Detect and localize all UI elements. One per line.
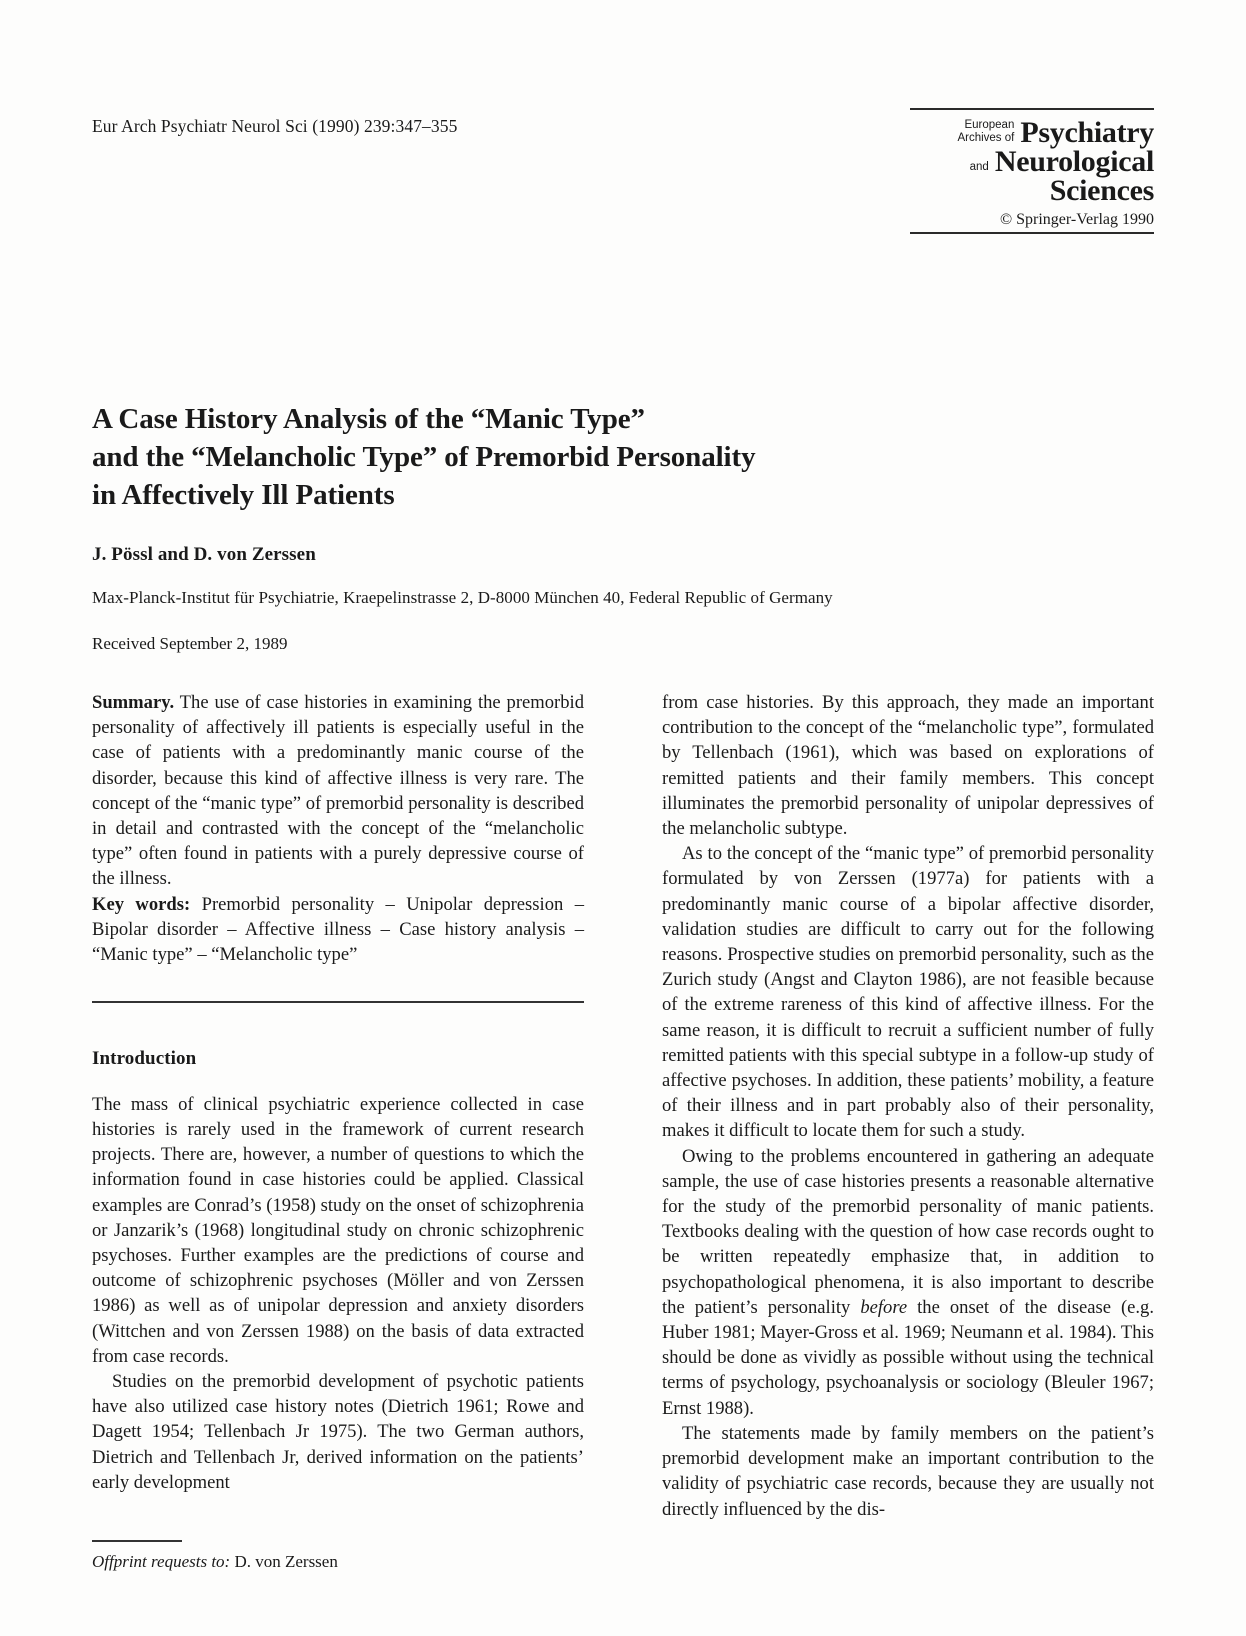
right-paragraph-3-emphasis: before [860,1296,908,1318]
masthead-row-neurological [910,146,1154,177]
title-line-1: A Case History Analysis of the “Manic Type” [92,403,645,435]
summary-paragraph [92,690,584,892]
masthead-sciences-label: Sciences [1049,174,1154,207]
footnote-label: Offprint requests to: [92,1551,231,1571]
keywords-label: Key words: [92,893,191,915]
title-line-2: and the “Melancholic Type” of Premorbid Personality [92,441,756,473]
right-paragraph-3-part-a: Owing to the problems encountered in gathering an adequate sample, the use of case histories presents a reasonable alternative for the study of the premorbid personality of manic patients. Textbooks dealing with the question of how case records ought to be written repeatedly emphasize that, in addition to psychopathological phenomena, it is also important to describe the patient’s personality [662,1145,1154,1318]
page-title [92,400,1152,514]
keywords-text: Premorbid personality – Unipolar depression – Bipolar disorder – Affective illness – Case history analysis – “Manic type” – “Melancholic type” [92,893,584,966]
right-paragraph-3-part-b: the onset of the disease (e.g. Huber 1981; Mayer-Gross et al. 1969; Neumann et al. 1984). This should be done as vividly as possible without using the technical terms of psychology, psychoanalysis or sociology (Bleuler 1967; Ernst 1988). [662,1296,1155,1419]
masthead-row-psychiatry [910,117,1154,148]
footnote-content [92,1551,584,1573]
author-list: J. Pössl and D. von Zerssen [92,544,316,565]
left-column [92,690,584,1570]
introduction-body [92,1092,584,1495]
masthead-row-sciences [910,175,1154,206]
right-paragraph-2: As to the concept of the “manic type” of premorbid personality formulated by von Zerssen (1977a) for patients with a predominantly manic course of a bipolar affective disorder, validation studies are difficult to carry out for the following reasons. Prospective studies on premorbid personality, such as the Zurich study (Angst and Clayton 1986), are not feasible because of the extreme rareness of this kind of affective illness. For the same reason, it is difficult to recruit a sufficient number of fully remitted patients with this special subtype in a follow-up study of affective psychoses. In addition, these patients’ mobility, a feature of their illness and in part probably also of their personality, makes it difficult to locate them for such a study. [662,843,1154,1142]
right-column [662,690,1154,1570]
footnote-value: D. von Zerssen [230,1551,338,1571]
journal-citation-line: Eur Arch Psychiatr Neurol Sci (1990) 239:347–355 [92,116,458,136]
keywords-paragraph [92,892,584,968]
offprint-footnote [92,1540,584,1573]
section-heading-introduction: Introduction [92,1047,197,1069]
masthead-copyright: © Springer-Verlag 1990 [999,211,1154,228]
body-columns [92,690,1154,1570]
footnote-divider [92,1540,182,1542]
intro-paragraph-1: The mass of clinical psychiatric experience collected in case histories is rarely used in the framework of current research projects. There are, however, a number of questions to which the information found in case histories could be applied. Classical examples are Conrad’s (1958) study on the onset of schizophrenia or Janzarik’s (1968) longitudinal study on chronic schizophrenic psychoses. Further examples are the predictions of course and outcome of schizophrenic psychoses (Möller and von Zerssen 1986) as well as of unipolar depression and anxiety disorders (Wittchen and von Zerssen 1988) on the basis of data extracted from case records. [92,1093,584,1367]
masthead-european-label: European [964,119,1015,131]
masthead-european-archives-of [957,119,1014,148]
received-date: Received September 2, 1989 [92,634,288,653]
masthead-psychiatry-label: Psychiatry [1020,116,1154,149]
masthead-neurological-label: Neurological [994,145,1154,178]
masthead-archives-of-label: Archives of [957,131,1015,144]
abstract-divider [92,1001,584,1003]
summary-label: Summary. [92,692,175,713]
right-paragraph-1: from case histories. By this approach, they made an important contribution to the concept of the “melancholic type”, formulated by Tellenbach (1961), which was based on explorations of remitted patients and their family members. This concept illuminates the premorbid personality of unipolar depressives of the melancholic subtype. [662,692,1154,840]
page-header [92,108,1154,248]
masthead-rule-bottom [910,232,1154,234]
title-block [92,400,1152,654]
affiliation-line: Max-Planck-Institut für Psychiatrie, Kraepelinstrasse 2, D-8000 München 40, Federal Republic of Germany [92,588,833,607]
summary-text: The use of case histories in examining the premorbid personality of affectively ill patients is especially useful in the case of patients with a predominantly manic course of the disorder, because this kind of affective illness is very rare. The concept of the “manic type” of premorbid personality is described in detail and contrasted with the concept of the “melancholic type” often found in patients with a purely depressive course of the illness. [92,692,584,890]
masthead-and-label: and [969,160,989,173]
title-line-3: in Affectively Ill Patients [92,479,395,511]
intro-paragraph-2: Studies on the premorbid development of psychotic patients have also utilized case history notes (Dietrich 1961; Rowe and Dagett 1954; Tellenbach Jr 1975). The two German authors, Dietrich and Tellenbach Jr, derived information on the patients’ early development [92,1371,584,1493]
right-paragraph-4: The statements made by family members on the patient’s premorbid development make an important contribution to the validity of psychiatric case records, because they are usually not directly influenced by the dis- [662,1422,1154,1520]
journal-masthead [910,108,1154,234]
masthead-rule-top [910,108,1154,110]
right-paragraph-3 [662,1144,1154,1421]
